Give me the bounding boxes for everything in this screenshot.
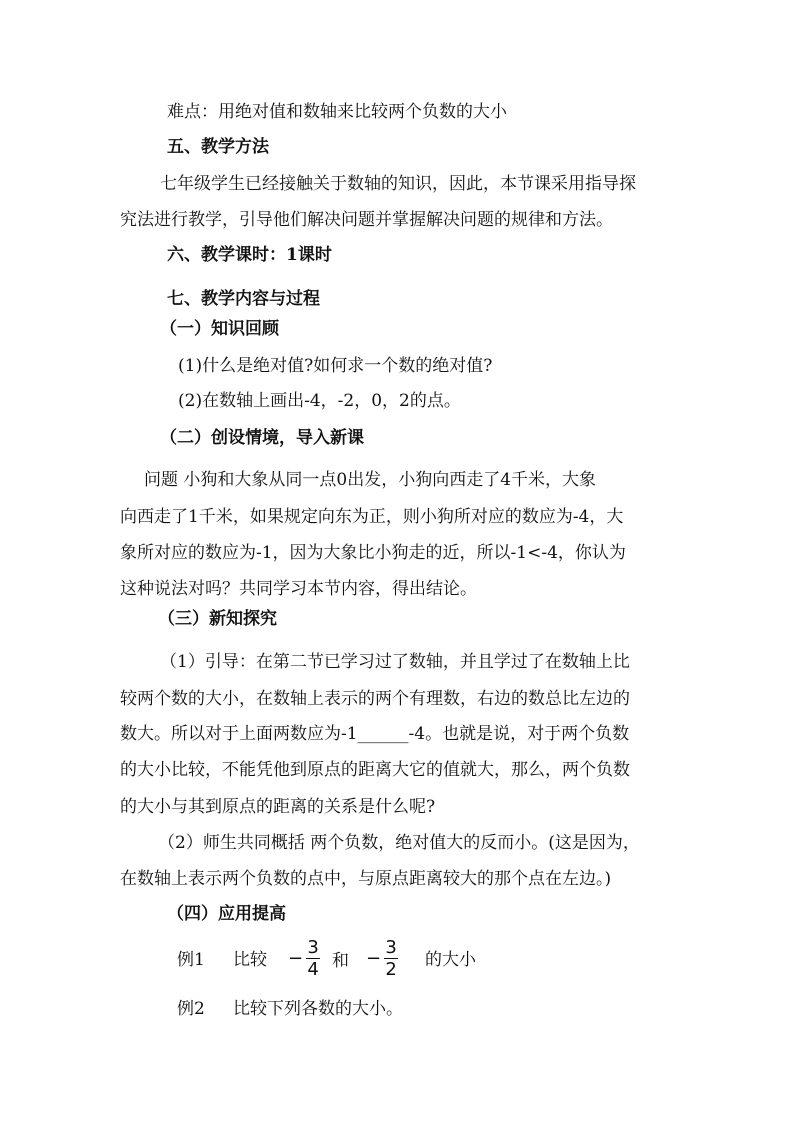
example-1-label: 例1 xyxy=(177,950,205,970)
difficulty-line: 难点：用绝对值和数轴来比较两个负数的大小 xyxy=(167,102,507,122)
minus-sign: − xyxy=(288,948,304,969)
paragraph-line: 向西走了1千米，如果规定向东为正，则小狗所对应的数应为-4，大 xyxy=(120,507,624,527)
subsection-heading-scenario: （二）创设情境，导入新课 xyxy=(160,428,364,448)
section-heading-methods: 五、教学方法 xyxy=(167,137,269,157)
paragraph-line: 问题 小狗和大象从同一点0出发，小狗向西走了4千米，大象 xyxy=(144,470,597,490)
subsection-heading-review: （一）知识回顾 xyxy=(160,319,279,339)
example-1-verb: 比较 xyxy=(233,950,267,970)
paragraph-line: 的大小比较，不能凭他到原点的距离大它的值就大，那么，两个负数 xyxy=(120,760,630,780)
subsection-heading-explore: （三）新知探究 xyxy=(158,609,277,629)
example-1-tail: 的大小 xyxy=(425,950,476,970)
example-2-text: 比较下列各数的大小。 xyxy=(233,999,403,1019)
paragraph-line: 究法进行教学，引导他们解决问题并掌握解决问题的规律和方法。 xyxy=(120,210,613,230)
example-1-conjunction: 和 xyxy=(332,951,349,971)
paragraph-line: 在数轴上表示两个负数的点中，与原点距离较大的那个点在左边。) xyxy=(120,869,612,889)
fraction-denominator: 2 xyxy=(385,959,397,980)
paragraph-line: 的大小与其到原点的距离的关系是什么呢? xyxy=(120,797,436,817)
section-heading-class-hours: 六、教学课时：1课时 xyxy=(167,245,332,265)
minus-sign: − xyxy=(366,948,382,969)
example-2-label: 例2 xyxy=(177,999,205,1019)
fraction-negative-three-quarters xyxy=(288,938,320,979)
paragraph-line: 这种说法对吗？共同学习本节内容，得出结论。 xyxy=(120,579,477,599)
review-question-2: (2)在数轴上画出-4，-2，0，2的点。 xyxy=(178,391,461,411)
paragraph-line: （1）引导：在第二节已学习过了数轴，并且学过了在数轴上比 xyxy=(160,652,630,672)
fraction-numerator: 3 xyxy=(385,937,397,958)
paragraph-line: 象所对应的数应为-1，因为大象比小狗走的近，所以-1<-4，你认为 xyxy=(120,543,626,563)
fraction-denominator: 4 xyxy=(307,959,319,980)
fraction-negative-three-halves xyxy=(366,938,398,979)
paragraph-line: 七年级学生已经接触关于数轴的知识，因此，本节课采用指导探 xyxy=(160,174,636,194)
paragraph-line: （2）师生共同概括 两个负数，绝对值大的反而小。(这是因为， xyxy=(158,833,640,853)
paragraph-line: 较两个数的大小，在数轴上表示的两个有理数，右边的数总比左边的 xyxy=(120,689,630,709)
subsection-heading-application: （四）应用提高 xyxy=(167,904,286,924)
section-heading-content: 七、教学内容与过程 xyxy=(167,289,320,309)
fraction-numerator: 3 xyxy=(307,937,319,958)
review-question-1: (1)什么是绝对值?如何求一个数的绝对值? xyxy=(178,356,493,376)
paragraph-line: 数大。所以对于上面两数应为-1______-4。也就是说，对于两个负数 xyxy=(120,724,630,744)
